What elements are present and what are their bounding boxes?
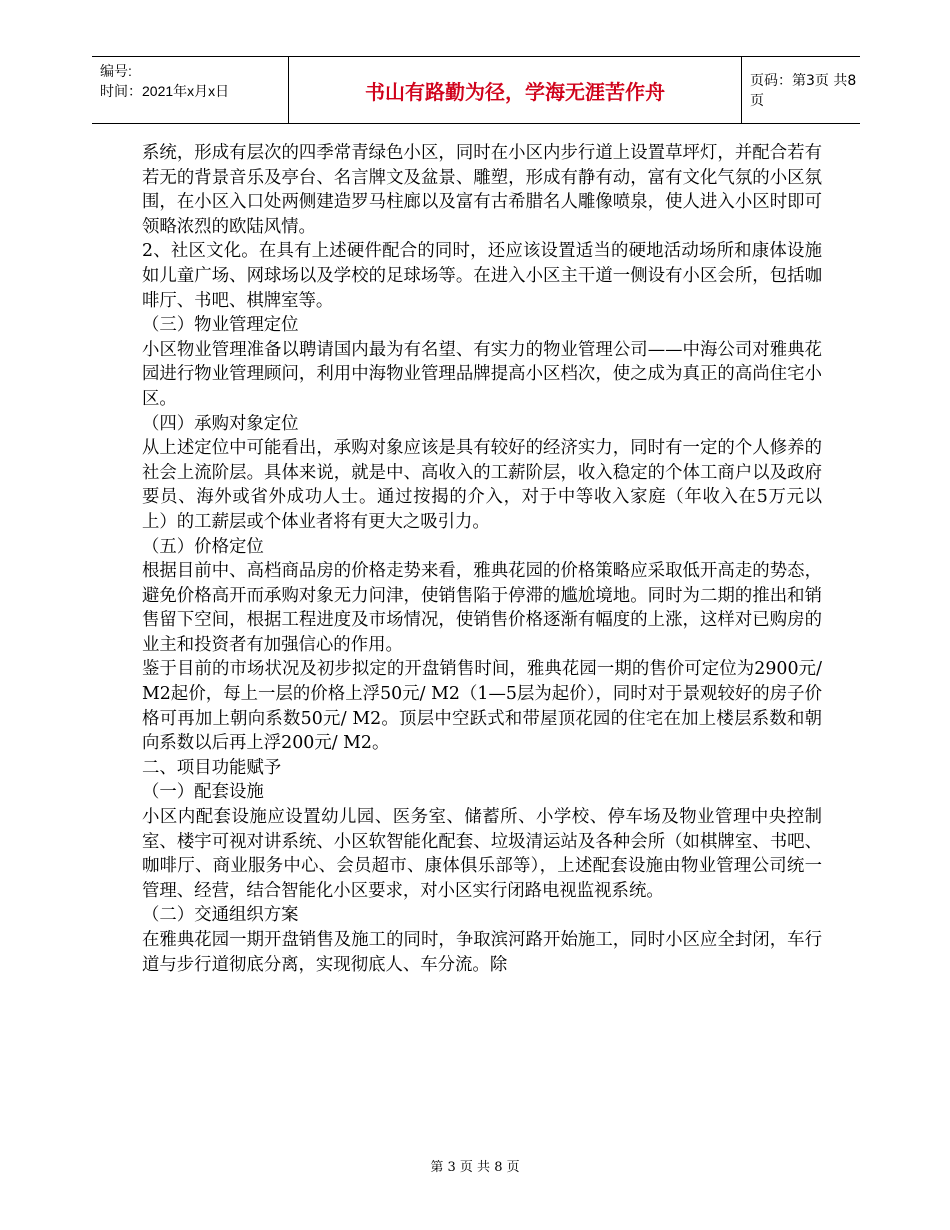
paragraph: 鉴于目前的市场状况及初步拟定的开盘销售时间，雅典花园一期的售价可定位为2900元/ M2起价，每上一层的价格上浮50元/ M2（1—5层为起价），同时对于景观较好的房子价格可再加上朝向系数50元/ M2。顶层中空跃式和带屋顶花园的住宅在加上楼层系数和朝向系数以后再上浮200元/ M2。 [142, 659, 822, 754]
section-heading: （四）承购对象定位 [142, 413, 299, 434]
section-heading: （一）配套设施 [142, 782, 264, 803]
paragraph: 从上述定位中可能看出，承购对象应该是具有较好的经济实力，同时有一定的个人修养的社会上流阶层。具体来说，就是中、高收入的工薪阶层，收入稳定的个体工商户以及政府要员、海外或省外成功人士。通过按揭的介入，对于中等收入家庭（年收入在5万元以上）的工薪层或个体业者将有更大之吸引力。 [142, 438, 822, 532]
header-motto: 书山有路勤为径，学海无涯苦作舟 [288, 57, 742, 123]
document-number-label: 编号: [100, 63, 132, 79]
paragraph: 根据目前中、高档商品房的价格走势来看，雅典花园的价格策略应采取低开高走的势态，避免价格高开而承购对象无力问津，使销售陷于停滞的尴尬境地。同时为二期的推出和销售留下空间，根据工程进度及市场情况，使销售价格逐渐有幅度的上涨，这样对已购房的业主和投资者有加强信心的作用。 [142, 561, 822, 655]
page-footer: 第 3 页 共 8 页 [430, 1160, 520, 1175]
document-body [142, 141, 822, 977]
section-heading: （二）交通组织方案 [142, 905, 299, 926]
paragraph: 系统，形成有层次的四季常青绿色小区，同时在小区内步行道上设置草坪灯，并配合若有若无的背景音乐及亭台、名言牌文及盆景、雕塑，形成有静有动，富有文化气氛的小区氛围，在小区入口处两侧建造罗马柱廊以及富有古希腊名人雕像喷泉，使人进入小区时即可领略浓烈的欧陆风情。 [142, 143, 822, 237]
header-meta [92, 57, 288, 123]
section-heading: （三）物业管理定位 [142, 315, 299, 336]
header-page-number: 页码：第3页 共8页 [750, 73, 857, 109]
paragraph: 2、社区文化。在具有上述硬件配合的同时，还应该设置适当的硬地活动场所和康体设施如儿童广场、网球场以及学校的足球场等。在进入小区主干道一侧设有小区会所，包括咖啡厅、书吧、棋牌室等。 [142, 241, 822, 311]
page-header [92, 56, 860, 124]
paragraph: 在雅典花园一期开盘销售及施工的同时，争取滨河路开始施工，同时小区应全封闭，车行道与步行道彻底分离，实现彻底人、车分流。除 [142, 930, 822, 975]
paragraph: 小区物业管理准备以聘请国内最为有名望、有实力的物业管理公司——中海公司对雅典花园进行物业管理顾问，利用中海物业管理品牌提高小区档次，使之成为真正的高尚住宅小区。 [142, 339, 822, 409]
document-time-label: 时间：2021年x月x日 [100, 83, 230, 99]
paragraph: 小区内配套设施应设置幼儿园、医务室、储蓄所、小学校、停车场及物业管理中央控制室、楼宇可视对讲系统、小区软智能化配套、垃圾清运站及各种会所（如棋牌室、书吧、咖啡厅、商业服务中心、会员超市、康体俱乐部等），上述配套设施由物业管理公司统一管理、经营，结合智能化小区要求，对小区实行闭路电视监视系统。 [142, 807, 822, 901]
section-heading: （五）价格定位 [142, 536, 264, 557]
section-heading: 二、项目功能赋予 [142, 757, 282, 778]
